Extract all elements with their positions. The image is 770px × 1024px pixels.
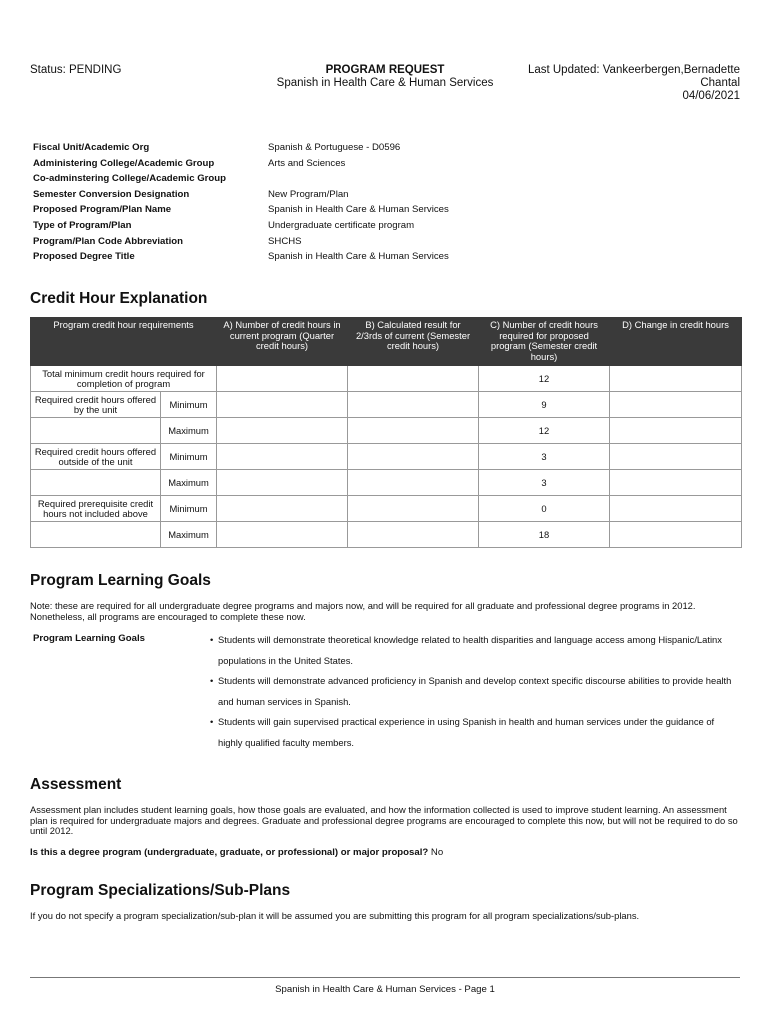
- question-answer: No: [430, 847, 444, 858]
- info-row: [33, 236, 753, 252]
- info-row: [33, 251, 753, 267]
- table-cell: 9: [479, 392, 610, 418]
- table-row: [31, 418, 742, 444]
- table-cell: 3: [479, 470, 610, 496]
- page-title: PROGRAM REQUEST: [325, 64, 445, 76]
- program-info-list: [33, 142, 753, 267]
- status-label: Status: PENDING: [30, 64, 122, 76]
- info-label: Proposed Program/Plan Name: [33, 204, 172, 216]
- table-row: [31, 444, 742, 470]
- table-cell: 0: [479, 496, 610, 522]
- table-cell: [348, 470, 479, 496]
- table-cell: [610, 366, 742, 392]
- info-row: [33, 173, 753, 189]
- credit-hour-heading: Credit Hour Explanation: [30, 290, 208, 307]
- info-label: Type of Program/Plan: [33, 219, 132, 231]
- table-cell: [348, 366, 479, 392]
- table-cell: [217, 418, 348, 444]
- row-label: [31, 522, 161, 548]
- assessment-heading: Assessment: [30, 776, 122, 793]
- table-cell: [217, 366, 348, 392]
- goal-text: Students will gain supervised practical experience in using Spanish in health and human services under the guidance of highly qualified faculty members.: [218, 716, 715, 748]
- table-cell: [610, 496, 742, 522]
- specializations-text: If you do not specify a program specialization/sub-plan it will be assumed you are submitting this program for all program specializations/sub-plans.: [30, 910, 640, 921]
- info-value: Spanish & Portuguese - D0596: [268, 142, 401, 153]
- list-item: [210, 712, 740, 753]
- bullet-icon: •: [210, 716, 214, 728]
- specializations-heading: Program Specializations/Sub-Plans: [30, 882, 291, 899]
- column-header: A) Number of credit hours in current program (Quarter credit hours): [217, 318, 348, 366]
- table-header-row: [31, 318, 742, 366]
- last-updated-line: Chantal: [700, 77, 740, 89]
- info-value: New Program/Plan: [268, 188, 349, 200]
- bullet-icon: •: [210, 675, 214, 687]
- page-footer: Spanish in Health Care & Human Services - Page 1: [275, 984, 495, 995]
- table-cell: [348, 392, 479, 418]
- table-cell: [610, 392, 742, 418]
- learning-goals-note: Note: these are required for all undergraduate degree programs and majors now, and will be required for all graduate and professional degree programs in 2012. Nonetheless, all programs are encouraged to complete these now.: [30, 600, 696, 622]
- column-header: Program credit hour requirements: [31, 318, 217, 366]
- info-label: Co-adminstering College/Academic Group: [33, 173, 226, 185]
- learning-goals-label: Program Learning Goals: [33, 633, 145, 644]
- info-row: [33, 142, 753, 158]
- info-value: Arts and Sciences: [268, 157, 346, 169]
- table-cell: [217, 444, 348, 470]
- info-value: SHCHS: [268, 235, 302, 247]
- table-cell: [610, 444, 742, 470]
- level-label: Maximum: [161, 470, 217, 496]
- table-cell: 18: [479, 522, 610, 548]
- info-label: Fiscal Unit/Academic Org: [33, 142, 150, 153]
- level-label: Maximum: [161, 418, 217, 444]
- table-cell: [348, 522, 479, 548]
- info-label: Semester Conversion Designation: [33, 188, 190, 200]
- table-cell: [610, 418, 742, 444]
- last-updated-date: 04/06/2021: [682, 90, 740, 102]
- program-name: Spanish in Health Care & Human Services: [276, 77, 494, 89]
- column-header: D) Change in credit hours: [610, 318, 742, 366]
- level-label: Minimum: [161, 392, 217, 418]
- info-row: [33, 220, 753, 236]
- assessment-text: Assessment plan includes student learning goals, how those goals are evaluated, and how the information collected is used to improve student learning. An assessment plan is required for undergraduate majors and degrees. Graduate and professional degree programs are encouraged to complete this now, but will not be required to do so until 2012.: [30, 804, 738, 836]
- table-cell: [217, 470, 348, 496]
- list-item: [210, 671, 740, 712]
- row-label: Required prerequisite credit hours not included above: [31, 496, 161, 522]
- learning-goals-heading: Program Learning Goals: [30, 572, 211, 589]
- goal-text: Students will demonstrate theoretical knowledge related to health disparities and language access among Hispanic/Latinx populations in the United States.: [218, 634, 722, 666]
- info-label: Proposed Degree Title: [33, 251, 135, 263]
- last-updated-line: Last Updated: Vankeerbergen,Bernadette: [527, 64, 740, 76]
- table-cell: [217, 496, 348, 522]
- table-row: [31, 366, 742, 392]
- table-row: [31, 392, 742, 418]
- table-row: [31, 496, 742, 522]
- table-cell: [610, 470, 742, 496]
- table-cell: 3: [479, 444, 610, 470]
- row-label: Total minimum credit hours required for completion of program: [31, 366, 217, 392]
- list-item: [210, 630, 740, 671]
- goal-text: Students will demonstrate advanced proficiency in Spanish and develop context specific discourse abilities to provide health and human services in Spanish.: [218, 675, 732, 707]
- column-header: C) Number of credit hours required for proposed program (Semester credit hours): [479, 318, 610, 366]
- level-label: Maximum: [161, 522, 217, 548]
- row-label: Required credit hours offered outside of the unit: [31, 444, 161, 470]
- question-text: Is this a degree program (undergraduate, graduate, or professional) or major proposal?: [30, 847, 429, 858]
- info-label: Program/Plan Code Abbreviation: [33, 235, 183, 247]
- row-label: [31, 470, 161, 496]
- table-cell: 12: [479, 366, 610, 392]
- row-label: [31, 418, 161, 444]
- table-cell: [348, 444, 479, 470]
- table-cell: [217, 392, 348, 418]
- table-cell: [348, 496, 479, 522]
- info-label: Administering College/Academic Group: [33, 157, 215, 169]
- footer-divider: [30, 977, 740, 978]
- credit-hour-table: [30, 317, 742, 548]
- info-row: [33, 189, 753, 205]
- table-row: [31, 470, 742, 496]
- info-value: Spanish in Health Care & Human Services: [268, 251, 449, 263]
- table-cell: [217, 522, 348, 548]
- level-label: Minimum: [161, 444, 217, 470]
- table-cell: [610, 522, 742, 548]
- degree-question: [30, 847, 443, 858]
- last-updated: [480, 64, 740, 103]
- info-row: [33, 204, 753, 220]
- info-value: Spanish in Health Care & Human Services: [268, 204, 449, 216]
- level-label: Minimum: [161, 496, 217, 522]
- column-header: B) Calculated result for 2/3rds of current (Semester credit hours): [348, 318, 479, 366]
- table-row: [31, 522, 742, 548]
- info-row: [33, 158, 753, 174]
- info-value: Undergraduate certificate program: [268, 219, 415, 231]
- table-cell: 12: [479, 418, 610, 444]
- row-label: Required credit hours offered by the unit: [31, 392, 161, 418]
- learning-goals-list: [210, 630, 740, 754]
- table-cell: [348, 418, 479, 444]
- bullet-icon: •: [210, 634, 214, 645]
